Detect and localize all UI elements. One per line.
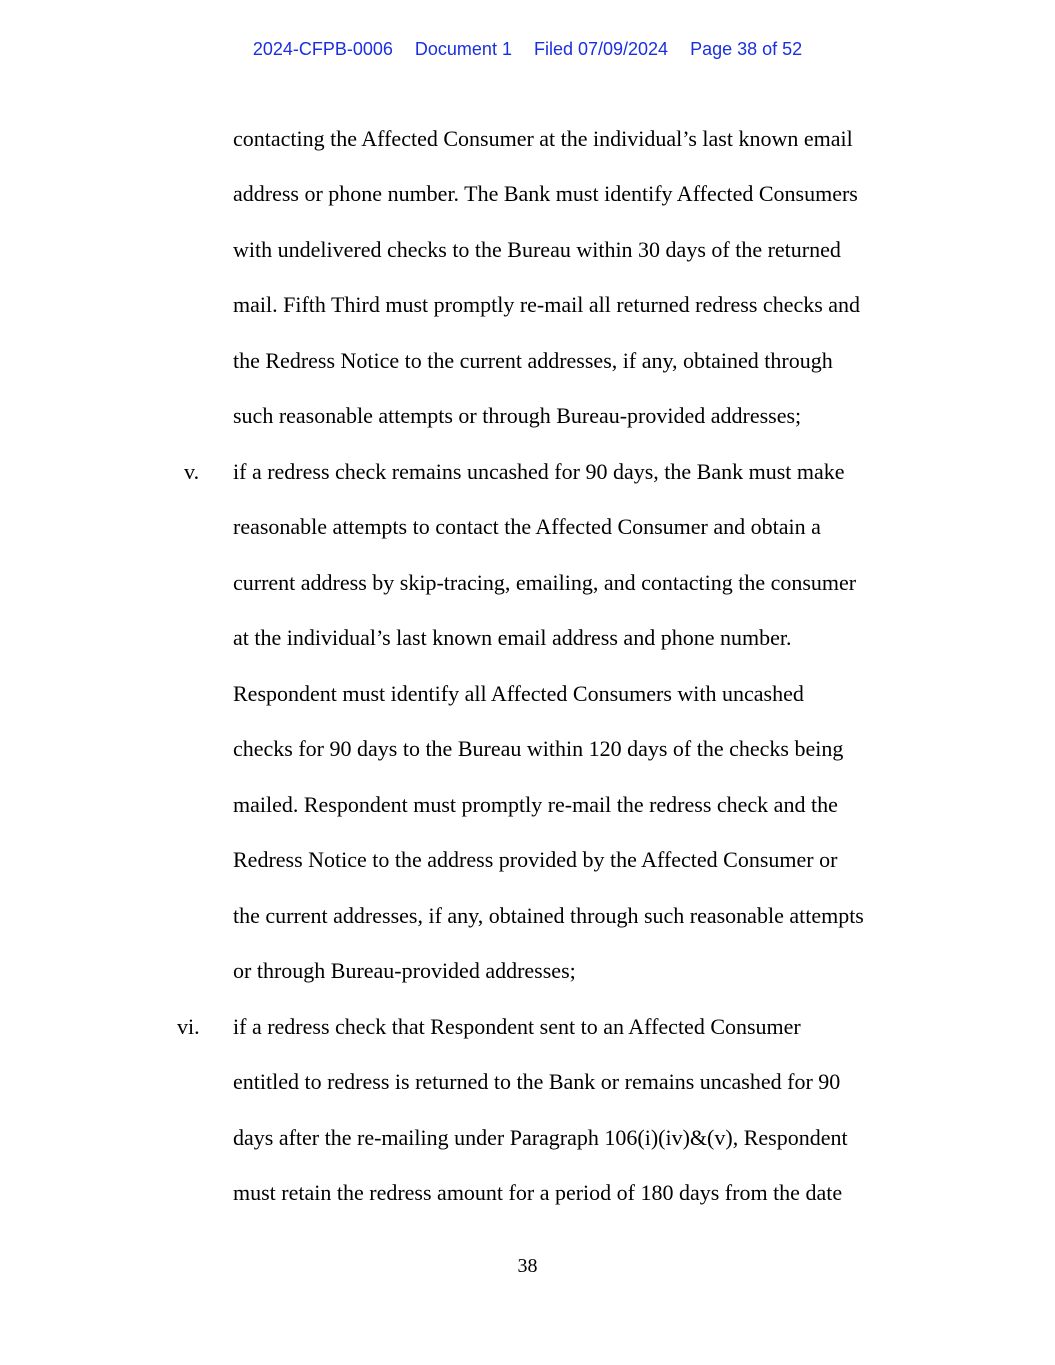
text-line: such reasonable attempts or through Bureau-provided addresses; (233, 403, 802, 428)
page-number: 38 (517, 1255, 538, 1277)
text-line: current address by skip-tracing, emailing, and contacting the consumer (233, 570, 857, 595)
text-line: Respondent must identify all Affected Consumers with uncashed (233, 681, 804, 706)
text-line: if a redress check remains uncashed for 90 days, the Bank must make (233, 459, 845, 484)
text-line: the Redress Notice to the current addresses, if any, obtained through (233, 348, 833, 373)
text-line: mailed. Respondent must promptly re-mail the redress check and the (233, 792, 838, 817)
filed-date: Filed 07/09/2024 (533, 39, 669, 59)
text-line: address or phone number. The Bank must identify Affected Consumers (233, 181, 858, 206)
text-line: contacting the Affected Consumer at the individual’s last known email (233, 126, 853, 151)
filing-header (0, 39, 1055, 60)
text-line: entitled to redress is returned to the Bank or remains uncashed for 90 (233, 1069, 841, 1094)
text-line: with undelivered checks to the Bureau within 30 days of the returned (233, 237, 841, 262)
text-line: the current addresses, if any, obtained through such reasonable attempts (233, 903, 864, 928)
case-number: 2024-CFPB-0006 (252, 39, 393, 59)
text-line: mail. Fifth Third must promptly re-mail all returned redress checks and (233, 292, 861, 317)
list-marker: v. (184, 459, 200, 484)
list-marker: vi. (177, 1014, 200, 1039)
text-line: reasonable attempts to contact the Affected Consumer and obtain a (233, 514, 821, 539)
text-line: if a redress check that Respondent sent to an Affected Consumer (233, 1014, 801, 1039)
text-line: must retain the redress amount for a period of 180 days from the date (233, 1180, 843, 1205)
text-line: or through Bureau-provided addresses; (233, 958, 576, 983)
document-label: Document 1 (414, 39, 512, 59)
text-line: checks for 90 days to the Bureau within 120 days of the checks being (233, 736, 844, 761)
text-line: Redress Notice to the address provided by the Affected Consumer or (233, 847, 838, 872)
text-line: days after the re-mailing under Paragraph 106(i)(iv)&(v), Respondent (233, 1125, 848, 1150)
page-indicator: Page 38 of 52 (690, 39, 803, 59)
text-line: at the individual’s last known email address and phone number. (233, 625, 792, 650)
